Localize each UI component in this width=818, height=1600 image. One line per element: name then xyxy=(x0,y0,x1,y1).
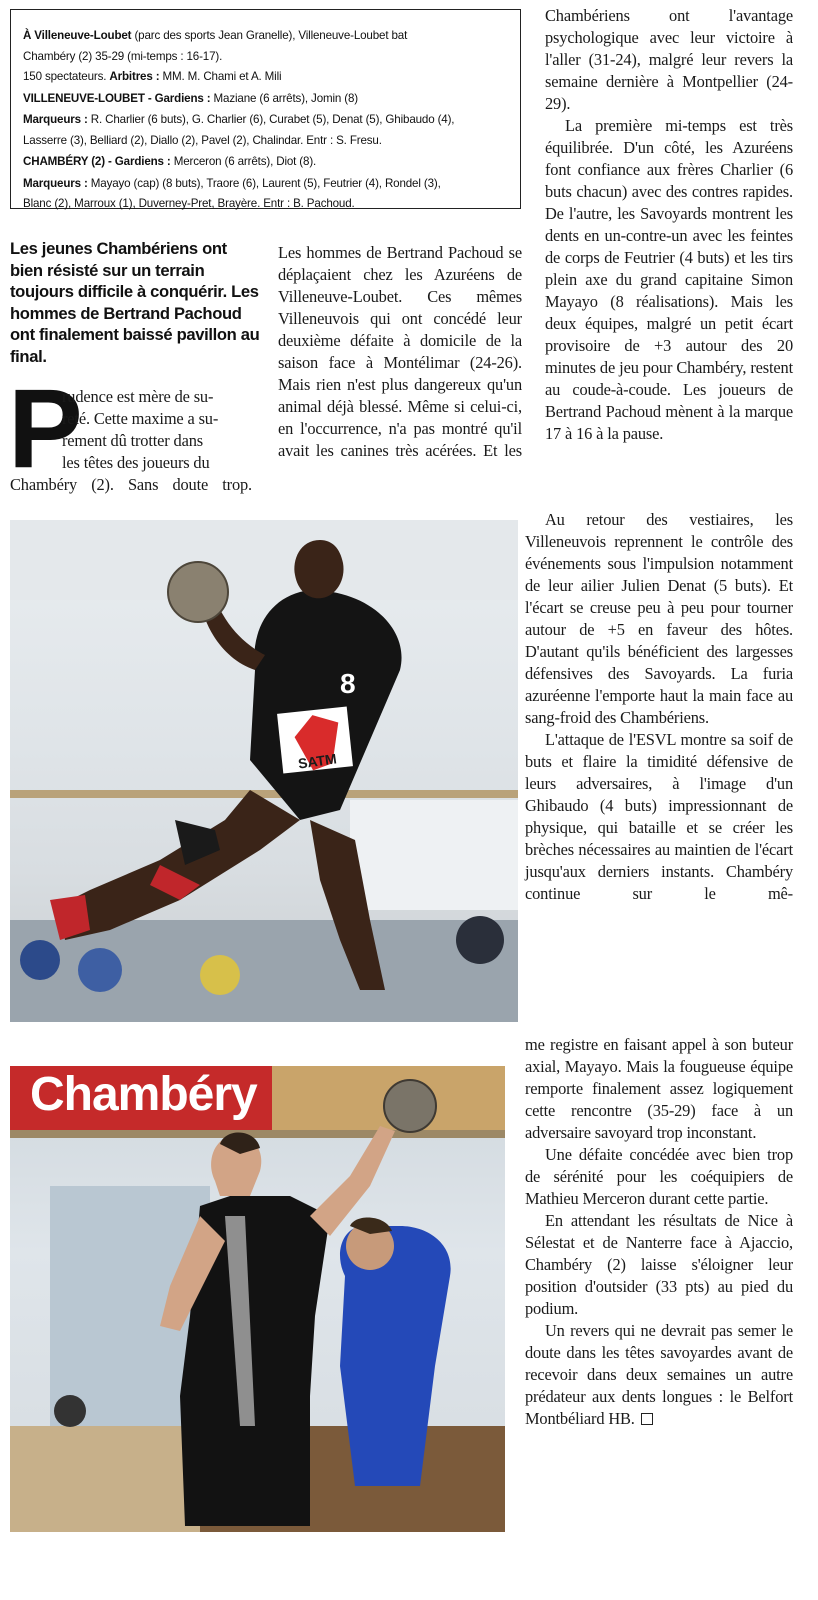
paragraph: En attendant les résultats de Nice à Sélestat et de Nanterre face à Ajaccio, Chambéry (2) laisse s'éloigner leur position d'outsider (33 pts) au pied du podium. xyxy=(525,1211,793,1318)
villeneuve-scorers: Marqueurs : R. Charlier (6 buts), G. Charlier (6), Curabet (5), Denat (5), Ghibaudo (4), xyxy=(23,113,455,126)
paragraph: Les hommes de Bertrand Pachoud se déplaçaient chez les Azuréens de Villeneuve-Loubet. Ces mêmes Villeneuvois qui ont concédé leur deuxième défaite à domicile de la saison face à Montélimar (24-26). Mais rien n'est plus dangereux qu'un animal déjà blessé. Même si celui-ci, en l'occurrence, n'a pas montré qu'il avait les canines très acérées. Et les xyxy=(278,243,522,460)
chambery-scorers-cont: Blanc (2), Marroux (1), Duverney-Pret, Brayère. Entr : B. Pachoud. xyxy=(23,197,355,210)
arena-banner: Chambéry xyxy=(30,1068,257,1121)
paragraph: me registre en faisant appel à son buteur axial, Mayayo. Mais la fougueuse équipe remporte finalement assez logiquement cette rencontre (35-29) face à un adversaire savoyard trop inconstant. xyxy=(525,1035,793,1142)
article-column-3-middle xyxy=(525,509,793,905)
chambery-goalkeepers: CHAMBÉRY (2) - Gardiens : Merceron (6 arrêts), Diot (8). xyxy=(23,155,317,168)
text-line: rement dû trotter dans xyxy=(62,431,203,450)
photo-jumping-player xyxy=(10,520,518,1022)
article-column-1 xyxy=(8,366,252,496)
jersey-number: 8 xyxy=(340,668,356,699)
jersey-sponsor: SATM xyxy=(297,750,338,772)
paragraph: L'attaque de l'ESVL montre sa soif de buts et flaire la timidité défensive de leurs adversaires, à l'image d'un Ghibaudo (4 buts) impressionnant de physique, qui bataille et se créer les brèches nécessaires au maintien de l'écart jusqu'aux derniers instants. Chambéry continue sur le mê- xyxy=(525,730,793,903)
villeneuve-scorers-cont: Lasserre (3), Belliard (2), Diallo (2), Pavel (2), Chalindar. Entr : S. Fresu. xyxy=(23,133,382,147)
article-lead: Les jeunes Chambériens ont bien résisté sur un terrain toujours difficile à conquérir. Les hommes de Bertrand Pachoud ont finalement baissé pavillon au final. xyxy=(10,239,260,366)
photo-shooting-player xyxy=(10,1066,505,1532)
chambery-scorers: Marqueurs : Mayayo (cap) (8 buts), Traore (6), Laurent (5), Feutrier (4), Rondel (3), xyxy=(23,176,441,190)
paragraph: Une défaite concédée avec bien trop de sérénité pour les coéquipiers de Mathieu Merceron durant cette partie. xyxy=(525,1145,793,1208)
photo-illustration xyxy=(10,520,518,1022)
text-line: les têtes des joueurs du xyxy=(62,453,210,472)
score-line: Chambéry (2) 35-29 (mi-temps : 16-17). xyxy=(23,49,223,63)
paragraph: La première mi-temps est très équilibrée. D'un côté, les Azuréens font confiance aux frères Charlier (6 buts chacun) avec des contres rapides. De l'autre, les Savoyards montrent les dents en un-contre-un avec les feintes de corps de Feutrier (4 buts) et les tirs plein axe du grand capitaine Simon Mayayo (8 réalisations). Mais les deux équipes, malgré un petit écart provisoire de +3 autour des 20 minutes de jeu pour Chambéry, restent au coude-à-coude. Les joueurs de Bertrand Pachoud mènent à la marque 17 à 16 à la pause. xyxy=(545,116,793,443)
match-result-box xyxy=(10,9,521,209)
paragraph: Chambériens ont l'avantage psychologique avec leur victoire à l'aller (31-24), malgré leur revers la semaine dernière à Montpellier (24-29). xyxy=(545,6,793,113)
article-column-3-bottom xyxy=(525,1034,793,1430)
villeneuve-goalkeepers: VILLENEUVE-LOUBET - Gardiens : Maziane (6 arrêts), Jomin (8) xyxy=(23,91,359,105)
venue-line: À Villeneuve-Loubet (parc des sports Jean Granelle), Villeneuve-Loubet bat xyxy=(23,29,408,42)
text-line: rudence est mère de su- xyxy=(62,387,214,406)
paragraph: Un revers qui ne devrait pas semer le doute dans les têtes savoyardes avant de recevoir dans deux semaines un autre prédateur aux dents longues : le Belfort Montbéliard HB. xyxy=(525,1321,793,1428)
text-line: Chambéry (2). Sans doute trop. xyxy=(10,475,252,494)
article-column-2 xyxy=(278,242,522,462)
end-of-article-icon xyxy=(641,1413,653,1425)
drop-cap: P xyxy=(8,366,83,491)
photo-illustration xyxy=(10,1066,505,1532)
paragraph: Au retour des vestiaires, les Villeneuvois reprennent le contrôle des événements sous l'impulsion notamment de leur ailier Julien Denat (5 buts). Et l'écart se creuse peu à peu pour tourner autour de +5 en faveur des hôtes. D'autant qu'ils bénéficient des largesses défensives des Savoyards. La furia azuréenne l'emporte haut la main face au sang-froid des Chambériens. xyxy=(525,510,793,727)
referees-line: 150 spectateurs. Arbitres : MM. M. Chami et A. Mili xyxy=(23,70,282,83)
article-column-3-top xyxy=(545,5,793,445)
text-line: reté. Cette maxime a su- xyxy=(62,409,219,428)
